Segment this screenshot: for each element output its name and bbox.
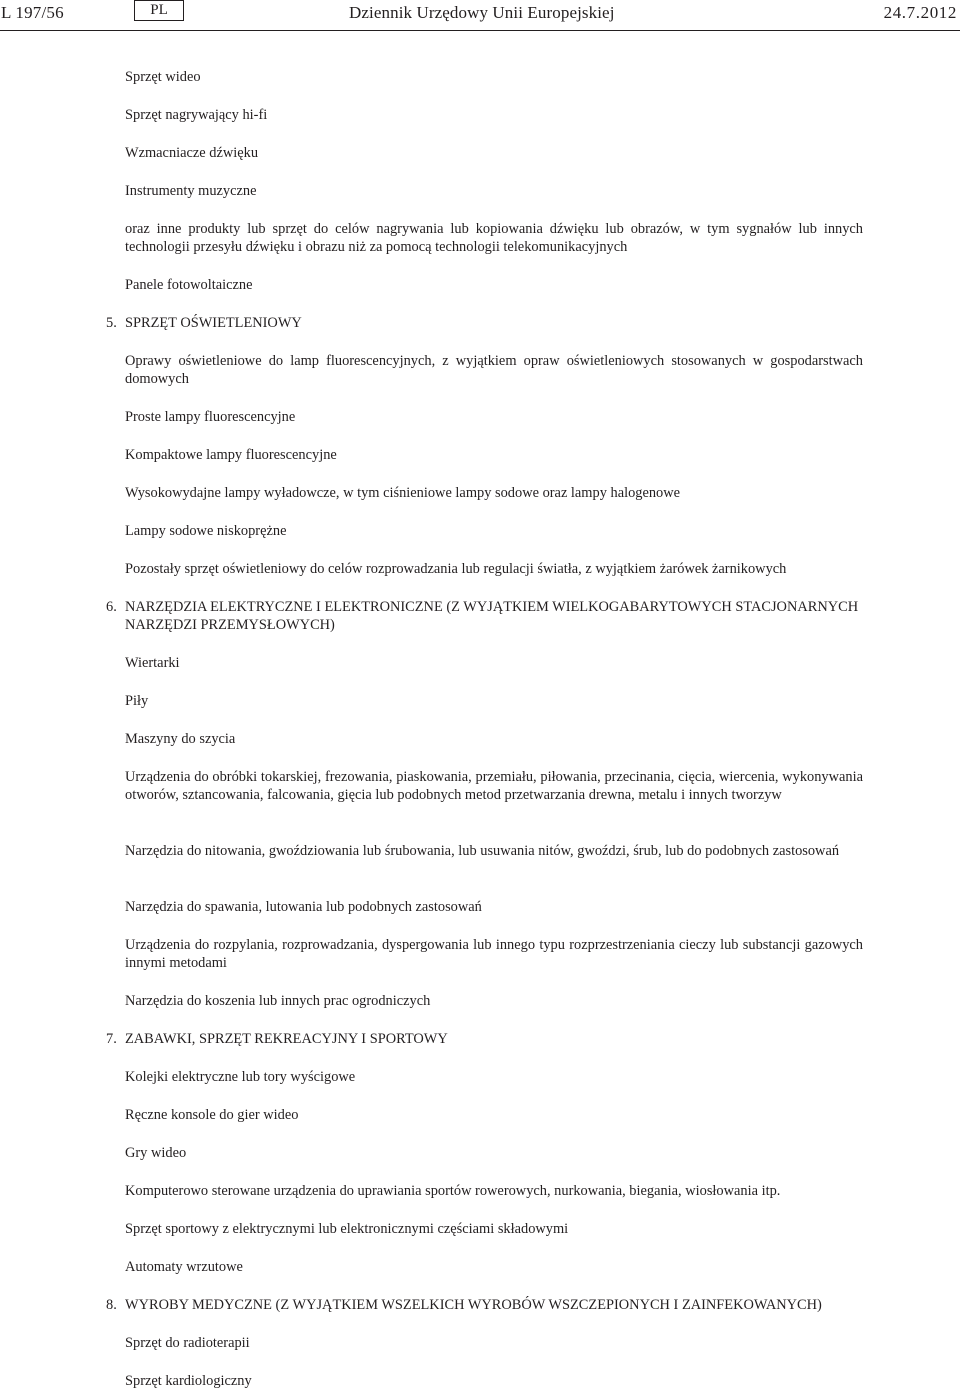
list-item: Wiertarki [125, 655, 180, 671]
list-item: Narzędzia do spawania, lutowania lub podobnych zastosowań [125, 899, 482, 915]
journal-title: Dziennik Urzędowy Unii Europejskiej [349, 3, 615, 22]
section-number: 6. [106, 599, 117, 615]
list-item: Lampy sodowe niskoprężne [125, 523, 287, 539]
list-item: Wysokowydajne lampy wyładowcze, w tym ciśnieniowe lampy sodowe oraz lampy halogenowe [125, 485, 681, 501]
list-item: Kolejki elektryczne lub tory wyścigowe [125, 1069, 356, 1085]
section-title: WYROBY MEDYCZNE (Z WYJĄTKIEM WSZELKICH WYROBÓW WSZCZEPIONYCH I ZAINFEKOWANYCH) [125, 1297, 822, 1313]
list-item: Ręczne konsole do gier wideo [125, 1107, 299, 1123]
list-item: Sprzęt kardiologiczny [125, 1373, 252, 1389]
list-item: Sprzęt sportowy z elektrycznymi lub elektronicznymi częściami składowymi [125, 1221, 569, 1237]
list-item: Sprzęt wideo [125, 69, 201, 85]
list-item: oraz inne produkty lub sprzęt do celów nagrywania lub kopiowania dźwięku lub obrazów, w tym sygnałów lub innych technologii przesyłu dźwięku i obrazu niż za pomocą technologii telekomunikacyjnych [125, 221, 863, 255]
section-heading-6 [106, 598, 866, 634]
list-item: Gry wideo [125, 1145, 187, 1161]
list-item: Automaty wrzutowe [125, 1259, 243, 1275]
section-number: 5. [106, 315, 117, 331]
list-item: Sprzęt nagrywający hi-fi [125, 107, 268, 123]
section-title: SPRZĘT OŚWIETLENIOWY [125, 315, 302, 331]
list-item: Maszyny do szycia [125, 731, 236, 747]
list-item: Urządzenia do rozpylania, rozprowadzania, dyspergowania lub innego typu rozprzestrzeniania cieczy lub substancji gazowych innymi metodami [125, 937, 863, 971]
language-badge: PL [134, 0, 184, 21]
list-item: Kompaktowe lampy fluorescencyjne [125, 447, 337, 463]
section-number: 8. [106, 1297, 117, 1313]
section-title: ZABAWKI, SPRZĘT REKREACYJNY I SPORTOWY [125, 1031, 448, 1047]
list-item: Piły [125, 693, 149, 709]
list-item: Komputerowo sterowane urządzenia do uprawiania sportów rowerowych, nurkowania, biegania, wiosłowania itp. [125, 1183, 781, 1199]
section-title: NARZĘDZIA ELEKTRYCZNE I ELEKTRONICZNE (Z WYJĄTKIEM WIELKOGABARYTOWYCH STACJONARNYCH [125, 599, 859, 615]
list-item: Wzmacniacze dźwięku [125, 145, 259, 161]
list-item: Urządzenia do obróbki tokarskiej, frezowania, piaskowania, przemiału, piłowania, przecinania, cięcia, wiercenia, wykonywania otworów, sztancowania, falcowania, gięcia lub podobnych metod przetwarzania drewna, metalu i innych tworzyw [125, 769, 863, 803]
list-item: Instrumenty muzyczne [125, 183, 257, 199]
list-item: Narzędzia do koszenia lub innych prac ogrodniczych [125, 993, 431, 1009]
header-rule [0, 30, 960, 31]
page-header [0, 0, 960, 32]
list-item: Oprawy oświetleniowe do lamp fluorescencyjnych, z wyjątkiem opraw oświetleniowych stosowanych w gospodarstwach domowych [125, 353, 863, 387]
section-heading-7 [106, 1030, 866, 1048]
list-item: Panele fotowoltaiczne [125, 277, 253, 293]
page-number: L 197/56 [1, 3, 64, 22]
list-item: Sprzęt do radioterapii [125, 1335, 250, 1351]
list-item: Pozostały sprzęt oświetleniowy do celów rozprowadzania lub regulacji światła, z wyjątkiem żarówek żarnikowych [125, 561, 787, 577]
section-heading-5 [106, 314, 866, 332]
section-number: 7. [106, 1031, 117, 1047]
list-item: Narzędzia do nitowania, gwoździowania lub śrubowania, lub usuwania nitów, gwoździ, śrub, lub do podobnych zastosowań [125, 843, 840, 859]
publication-date: 24.7.2012 [883, 3, 957, 22]
section-heading-8 [106, 1296, 866, 1314]
list-item: Proste lampy fluorescencyjne [125, 409, 296, 425]
section-title-continued: NARZĘDZI PRZEMYSŁOWYCH) [125, 617, 335, 633]
